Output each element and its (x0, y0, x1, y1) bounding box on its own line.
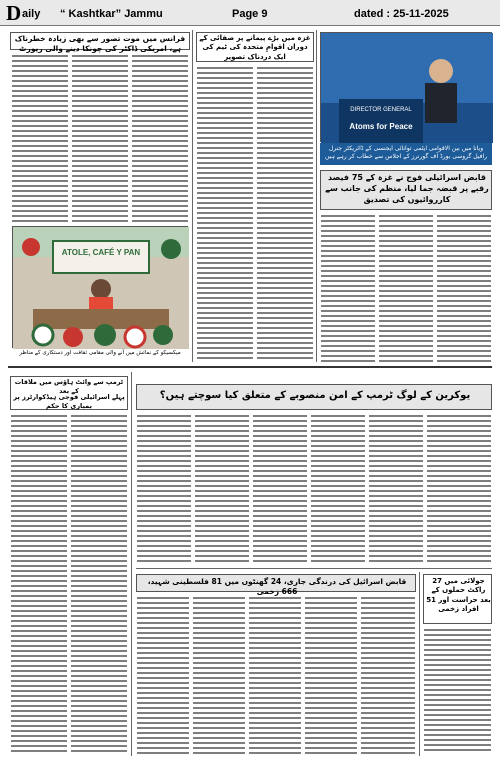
bottom-banner-body-col-6 (427, 414, 491, 564)
top-left-headline-box (10, 32, 190, 54)
top-left-body-col-3 (132, 54, 188, 222)
bottom-middle-body-col-1 (137, 596, 189, 754)
bottom-banner-body-col-3 (253, 414, 307, 564)
top-middle-headline-box (196, 32, 314, 62)
top-right-headline: قابض اسرائیلی فوج نے غزہ کے 75 فیصد رقبے پر قبضہ جما لیا، منظم کی جانب سے کارروائیوں کی تصدیق (325, 173, 489, 204)
top-left-body-col-2 (72, 54, 128, 222)
top-left-body-col-1 (12, 54, 68, 222)
bottom-middle-body-col-2 (193, 596, 245, 754)
bottom-left-body-col-2 (71, 414, 127, 754)
top-middle-body-col-2 (257, 66, 313, 362)
podium-label: DIRECTOR GENERAL (350, 107, 412, 113)
bottom-left-headline-box (10, 376, 128, 410)
bottom-banner-headline: یوکرین کے لوگ ٹرمپ کے امن منصوبے کے متعلق کیا سوچتے ہیں؟ (159, 390, 471, 401)
issue-date: dated : 25-11-2025 (354, 8, 449, 20)
page-number: Page 9 (232, 8, 268, 20)
bottom-middle-body-col-3 (249, 596, 301, 754)
bottom-banner-body-col-1 (137, 414, 191, 564)
bottom-right-body (424, 628, 491, 754)
bottom-right-headline-box (423, 574, 492, 624)
top-right-body-col-2 (379, 214, 433, 362)
bottom-middle-body-col-5 (361, 596, 415, 754)
top-right-photo-caption: ویانا میں بین الاقوامی ایٹمی توانائی ایجنسی کے ڈائریکٹر جنرل رافیل گروسی بورڈ آف گورنرز کے اجلاس سے خطاب کر رہے ہیں (324, 145, 488, 160)
masthead-initial: D (6, 1, 22, 25)
iaea-photo-svg (321, 33, 493, 143)
bottom-banner-body-col-2 (195, 414, 249, 564)
masthead-daily: aily (22, 8, 41, 20)
top-middle-headline: غزہ میں بڑے پیمانے پر صفائی کے دوران اقوامِ متحدہ کی ٹیم کی ایک دردناک تصویر (199, 34, 311, 61)
bottom-right-headline: جولائی میں 27 راکٹ حملوں کے بعد حراست اور 51 افراد زخمی (426, 577, 491, 614)
masthead-paper-name: “ Kashtkar” Jammu (60, 8, 163, 20)
masthead (0, 0, 500, 26)
top-right-body-col-3 (437, 214, 491, 362)
top-right-photo (320, 32, 492, 142)
top-right-headline-box (320, 170, 492, 210)
bottom-left-headline-lower: پہلے اسرائیلی فوجی ہیڈکوارٹرز پر بمباری کا حکم (13, 393, 125, 410)
photo-banner-text: ATOLE, CAFÉ Y PAN (61, 248, 141, 257)
bottom-banner-body-col-5 (369, 414, 423, 564)
section-divider (136, 568, 492, 569)
top-left-headline: فرانس میں موت تصور سے بھی زیادہ خطرناک ہے، امریکی ڈاکٹر کی چونکا دینے والی رپورٹ (14, 34, 186, 54)
top-right-body-col-1 (321, 214, 375, 362)
top-left-photo (12, 226, 188, 348)
bottom-left-body-col-1 (11, 414, 67, 754)
column-rule (131, 372, 132, 756)
bottom-middle-headline-box (136, 574, 416, 597)
top-right-photo-caption-box (320, 143, 492, 165)
bottom-middle-headline: قابض اسرائیل کی درندگی جاری، 24 گھنٹوں میں 81 فلسطینی شہید، 666 زخمی (147, 577, 407, 597)
top-left-photo-caption: میکسیکو کے نمائش میں آنے والی مقامی ثقافت اور دستکاری کے مناظر (19, 350, 181, 356)
column-rule (316, 30, 317, 362)
column-rule (419, 572, 420, 756)
column-rule (192, 30, 193, 362)
section-divider (8, 366, 492, 368)
bottom-banner-body-col-4 (311, 414, 365, 564)
exhibition-photo-svg (13, 227, 189, 349)
bottom-middle-body-col-4 (305, 596, 357, 754)
atoms-for-peace-label: Atoms for Peace (349, 122, 413, 131)
bottom-left-headline-upper: ٹرمپ سے وائٹ ہاؤس میں ملاقات کے بعد (14, 378, 124, 395)
top-middle-body-col-1 (197, 66, 253, 362)
bottom-banner-headline-box (136, 384, 492, 410)
